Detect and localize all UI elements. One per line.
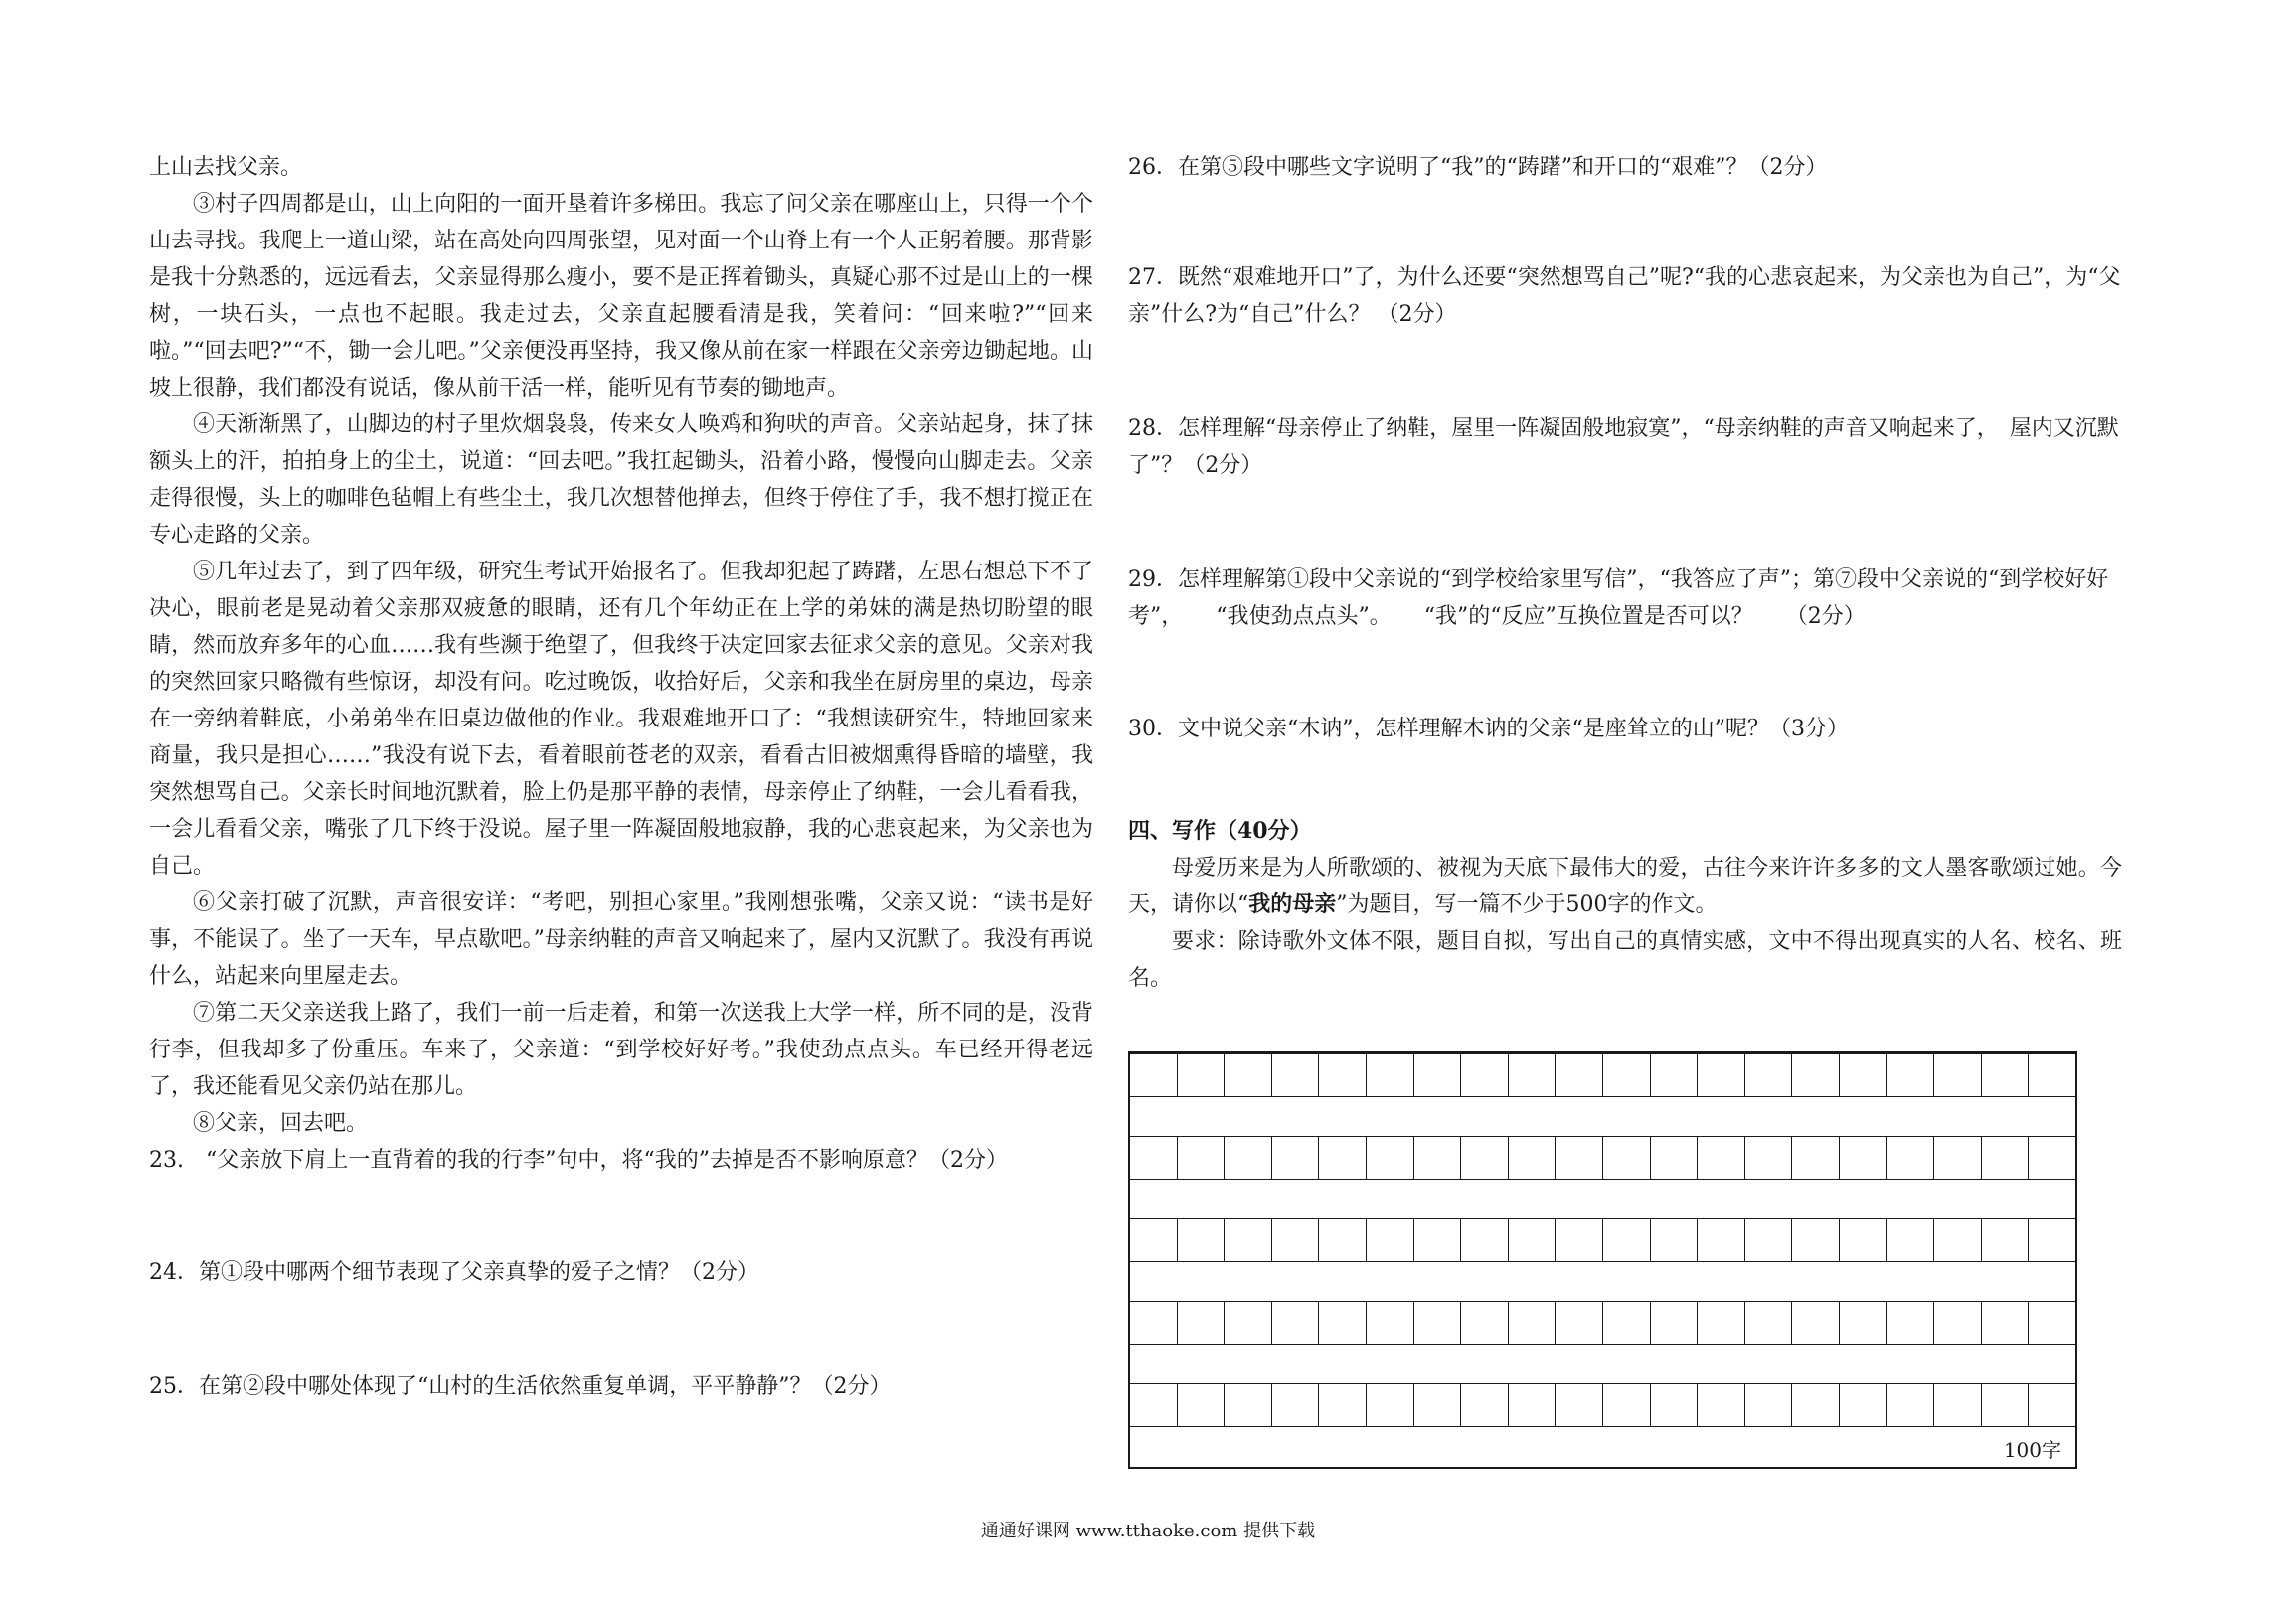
passage-paragraph-6: ⑥父亲打破了沉默，声音很安详：“考吧，别担心家里。”我刚想张嘴，父亲又说：“读书是好事，不能误了。坐了一天车，早点歇吧。”母亲纳鞋的声音又响起来了，屋内又沉默了。我没有再说什么，站起来向里屋走去。 <box>149 890 1093 989</box>
grid-cell[interactable] <box>1461 1302 1509 1344</box>
grid-cell[interactable] <box>1887 1054 1935 1096</box>
grid-cell[interactable] <box>1982 1384 2030 1426</box>
grid-cell[interactable] <box>1509 1302 1557 1344</box>
question-30: 30．文中说父亲“木讷”，怎样理解木讷的父亲“是座耸立的山”呢？（3分） <box>1128 717 1849 741</box>
question-28: 28．怎样理解“母亲停止了纳鞋，屋里一阵凝固般地寂寞”，“母亲纳鞋的声音又响起来了， 屋内又沉默了”？（2分） <box>1128 416 2119 478</box>
passage-paragraph-5: ⑤几年过去了，到了四年级，研究生考试开始报名了。但我却犯起了踌躇，左思右想总下不了决心，眼前老是晃动着父亲那双疲惫的眼睛，还有几个年幼正在上学的弟妹的满是热切盼望的眼睛，然而放弃多年的心血……我有些濒于绝望了，但我终于决定回家去征求父亲的意见。父亲对我的突然回家只略微有些惊讶，却没有问。吃过晚饭，收拾好后，父亲和我坐在厨房里的桌边，母亲在一旁纳着鞋底，小弟弟坐在旧桌边做他的作业。我艰难地开口了：“我想读研究生，特地回家来商量，我只是担心……”我没有说下去，看着眼前苍老的双亲，看看古旧被烟熏得昏暗的墙壁，我突然想骂自己。父亲长时间地沉默着，脸上仍是那平静的表情，母亲停止了纳鞋，一会儿看看我，一会儿看看父亲，嘴张了几下终于没说。屋子里一阵凝固般地寂静，我的心悲哀起来，为父亲也为自己。 <box>149 560 1093 879</box>
grid-cell[interactable] <box>1603 1219 1651 1261</box>
grid-cell[interactable] <box>1130 1054 1178 1096</box>
question-25: 25．在第②段中哪处体现了“山村的生活依然重复单调，平平静静”？（2分） <box>149 1374 892 1399</box>
grid-cell[interactable] <box>2029 1054 2075 1096</box>
grid-cell[interactable] <box>1130 1137 1178 1179</box>
grid-cell[interactable] <box>1225 1384 1272 1426</box>
grid-cell[interactable] <box>1178 1384 1226 1426</box>
grid-cell[interactable] <box>2029 1219 2075 1261</box>
grid-cell[interactable] <box>1461 1219 1509 1261</box>
writing-intro-text: 母爱历来是为人所歌颂的、被视为天底下最伟大的爱，古往今来许许多多的文人墨客歌颂过她。 <box>1172 856 2100 881</box>
grid-cell[interactable] <box>2029 1137 2075 1179</box>
grid-cell[interactable] <box>1934 1302 1982 1344</box>
writing-intro <box>1128 850 2122 923</box>
question-26: 26．在第⑤段中哪些文字说明了“我”的“踌躇”和开口的“艰难”？（2分） <box>1128 155 1828 180</box>
grid-cell[interactable] <box>1982 1054 2030 1096</box>
grid-cell[interactable] <box>1792 1384 1840 1426</box>
writing-prompt-title: 我的母亲 <box>1248 891 1337 917</box>
grid-cell[interactable] <box>1461 1384 1509 1426</box>
grid-cell[interactable] <box>1272 1384 1320 1426</box>
grid-cell[interactable] <box>1319 1219 1367 1261</box>
grid-cell[interactable] <box>1225 1302 1272 1344</box>
grid-cell[interactable] <box>1887 1384 1935 1426</box>
grid-row <box>1130 1136 2075 1180</box>
grid-cell[interactable] <box>1509 1054 1557 1096</box>
grid-cell[interactable] <box>1840 1137 1887 1179</box>
grid-cell[interactable] <box>1225 1219 1272 1261</box>
grid-cell[interactable] <box>1982 1302 2030 1344</box>
grid-cell[interactable] <box>1840 1219 1887 1261</box>
grid-cell[interactable] <box>1178 1054 1226 1096</box>
grid-cell[interactable] <box>1934 1219 1982 1261</box>
grid-cell[interactable] <box>1414 1384 1462 1426</box>
passage-paragraph-continuation: 上山去找父亲。 <box>149 155 303 180</box>
grid-cell[interactable] <box>1698 1137 1745 1179</box>
grid-row <box>1130 1383 2075 1427</box>
grid-cell[interactable] <box>1745 1219 1793 1261</box>
grid-cell[interactable] <box>1887 1137 1935 1179</box>
grid-cell[interactable] <box>1319 1054 1367 1096</box>
grid-cell[interactable] <box>1603 1137 1651 1179</box>
passage-paragraph-7: ⑦第二天父亲送我上路了，我们一前一后走着，和第一次送我上大学一样，所不同的是，没背行李，但我却多了份重压。车来了，父亲道：“到学校好好考。”我使劲点点头。车已经开得老远了，我还能看见父亲仍站在那儿。 <box>149 1001 1093 1099</box>
word-count-label: 100字 <box>2003 1438 2061 1462</box>
grid-cell[interactable] <box>1840 1384 1887 1426</box>
grid-cell[interactable] <box>1319 1137 1367 1179</box>
grid-cell[interactable] <box>1603 1054 1651 1096</box>
grid-cell[interactable] <box>1840 1302 1887 1344</box>
grid-cell[interactable] <box>1745 1054 1793 1096</box>
grid-cell[interactable] <box>1414 1054 1462 1096</box>
grid-cell[interactable] <box>1556 1302 1603 1344</box>
grid-cell[interactable] <box>1698 1054 1745 1096</box>
passage-paragraph-8: ⑧父亲，回去吧。 <box>193 1111 369 1136</box>
grid-cell[interactable] <box>1367 1219 1414 1261</box>
grid-cell[interactable] <box>1130 1384 1178 1426</box>
grid-cell[interactable] <box>1745 1137 1793 1179</box>
grid-cell[interactable] <box>1840 1054 1887 1096</box>
grid-cell[interactable] <box>1509 1219 1557 1261</box>
grid-cell[interactable] <box>1178 1137 1226 1179</box>
grid-row <box>1130 1218 2075 1262</box>
grid-cell[interactable] <box>1130 1302 1178 1344</box>
grid-cell[interactable] <box>1792 1302 1840 1344</box>
grid-cell[interactable] <box>1367 1302 1414 1344</box>
grid-cell[interactable] <box>1745 1384 1793 1426</box>
grid-cell[interactable] <box>1225 1054 1272 1096</box>
grid-cell[interactable] <box>1698 1219 1745 1261</box>
grid-cell[interactable] <box>1556 1219 1603 1261</box>
grid-cell[interactable] <box>1178 1302 1226 1344</box>
writing-grid <box>1128 1051 2077 1469</box>
grid-cell[interactable] <box>2029 1384 2075 1426</box>
right-column <box>1128 149 2122 997</box>
grid-cell[interactable] <box>1509 1384 1557 1426</box>
question-23: 23. “父亲放下肩上一直背着的我的行李”句中，将“我的”去掉是否不影响原意？（2分） <box>149 1148 1008 1173</box>
grid-cell[interactable] <box>1982 1137 2030 1179</box>
writing-requirements: 要求：除诗歌外文体不限，题目自拟，写出自己的真情实感，文中不得出现真实的人名、校名、班名。 <box>1128 929 2122 991</box>
grid-cell[interactable] <box>1651 1384 1699 1426</box>
grid-cell[interactable] <box>1698 1302 1745 1344</box>
question-27: 27．既然“艰难地开口”了，为什么还要“突然想骂自己”呢?“我的心悲哀起来，为父亲也为自己”，为“父亲”什么?为“自己”什么？ （2分） <box>1128 265 2121 327</box>
grid-cell[interactable] <box>1603 1302 1651 1344</box>
grid-cell[interactable] <box>1556 1137 1603 1179</box>
writing-prompt-before: 今天，请你以“ <box>1128 856 2122 917</box>
grid-row <box>1130 1301 2075 1345</box>
grid-cell[interactable] <box>1556 1054 1603 1096</box>
grid-cell[interactable] <box>1651 1137 1699 1179</box>
grid-cell[interactable] <box>1934 1137 1982 1179</box>
grid-cell[interactable] <box>1414 1302 1462 1344</box>
grid-cell[interactable] <box>1792 1137 1840 1179</box>
grid-cell[interactable] <box>1982 1219 2030 1261</box>
grid-cell[interactable] <box>1698 1384 1745 1426</box>
grid-cell[interactable] <box>1651 1302 1699 1344</box>
writing-prompt-after: ”为题目，写一篇不少于500字的作文。 <box>1336 892 1718 917</box>
grid-cell[interactable] <box>1414 1219 1462 1261</box>
grid-cell[interactable] <box>1225 1137 1272 1179</box>
grid-cell[interactable] <box>1461 1137 1509 1179</box>
question-29: 29．怎样理解第①段中父亲说的“到学校给家里写信”，“我答应了声”；第⑦段中父亲说的“到学校好好考”， “我使劲点点头”。 “我”的“反应”互换位置是否可以？ （2分） <box>1128 567 2109 629</box>
grid-cell[interactable] <box>1461 1054 1509 1096</box>
passage-paragraph-3: ③村子四周都是山，山上向阳的一面开垦着许多梯田。我忘了问父亲在哪座山上，只得一个个山去寻找。我爬上一道山梁，站在高处向四周张望，见对面一个山脊上有一个人正躬着腰。那背影是我十分熟悉的，远远看去，父亲显得那么瘦小，要不是正挥着锄头，真疑心那不过是山上的一棵树，一块石头，一点也不起眼。我走过去，父亲直起腰看清是我，笑着问：“回来啦?”“回来啦。”“回去吧?”“不，锄一会儿吧。”父亲便没再坚持，我又像从前在家一样跟在父亲旁边锄起地。山坡上很静，我们都没有说话，像从前干活一样，能听见有节奏的锄地声。 <box>149 192 1093 401</box>
grid-cell[interactable] <box>1603 1384 1651 1426</box>
grid-cell[interactable] <box>1651 1054 1699 1096</box>
grid-cell[interactable] <box>1130 1219 1178 1261</box>
grid-cell[interactable] <box>1178 1219 1226 1261</box>
grid-cell[interactable] <box>1792 1219 1840 1261</box>
grid-cell[interactable] <box>1887 1302 1935 1344</box>
page-footer: 通通好课网 www.tthaoke.com 提供下载 <box>980 1521 1316 1541</box>
grid-cell[interactable] <box>1934 1384 1982 1426</box>
grid-cell[interactable] <box>1367 1384 1414 1426</box>
grid-cell[interactable] <box>1509 1137 1557 1179</box>
grid-cell[interactable] <box>1319 1302 1367 1344</box>
grid-cell[interactable] <box>1745 1302 1793 1344</box>
grid-cell[interactable] <box>1934 1054 1982 1096</box>
grid-cell[interactable] <box>1367 1054 1414 1096</box>
left-column <box>149 149 1093 1405</box>
grid-cell[interactable] <box>1414 1137 1462 1179</box>
grid-cell[interactable] <box>1272 1137 1320 1179</box>
grid-cell[interactable] <box>1272 1054 1320 1096</box>
grid-cell[interactable] <box>1272 1219 1320 1261</box>
passage-paragraph-4: ④天渐渐黑了，山脚边的村子里炊烟袅袅，传来女人唤鸡和狗吠的声音。父亲站起身，抹了抹额头上的汗，拍拍身上的尘土，说道：“回去吧。”我扛起锄头，沿着小路，慢慢向山脚走去。父亲走得很慢，头上的咖啡色毡帽上有些尘土，我几次想替他掸去，但终于停住了手，我不想打搅正在专心走路的父亲。 <box>149 412 1093 548</box>
question-24: 24．第①段中哪两个细节表现了父亲真挚的爱子之情？（2分） <box>149 1260 759 1285</box>
grid-cell[interactable] <box>1272 1302 1320 1344</box>
grid-cell[interactable] <box>2029 1302 2075 1344</box>
grid-cell[interactable] <box>1792 1054 1840 1096</box>
grid-row <box>1130 1053 2075 1097</box>
grid-cell[interactable] <box>1651 1219 1699 1261</box>
writing-section-heading: 四、写作（40分） <box>1128 818 1312 844</box>
grid-cell[interactable] <box>1887 1219 1935 1261</box>
grid-cell[interactable] <box>1319 1384 1367 1426</box>
grid-cell[interactable] <box>1556 1384 1603 1426</box>
grid-cell[interactable] <box>1367 1137 1414 1179</box>
